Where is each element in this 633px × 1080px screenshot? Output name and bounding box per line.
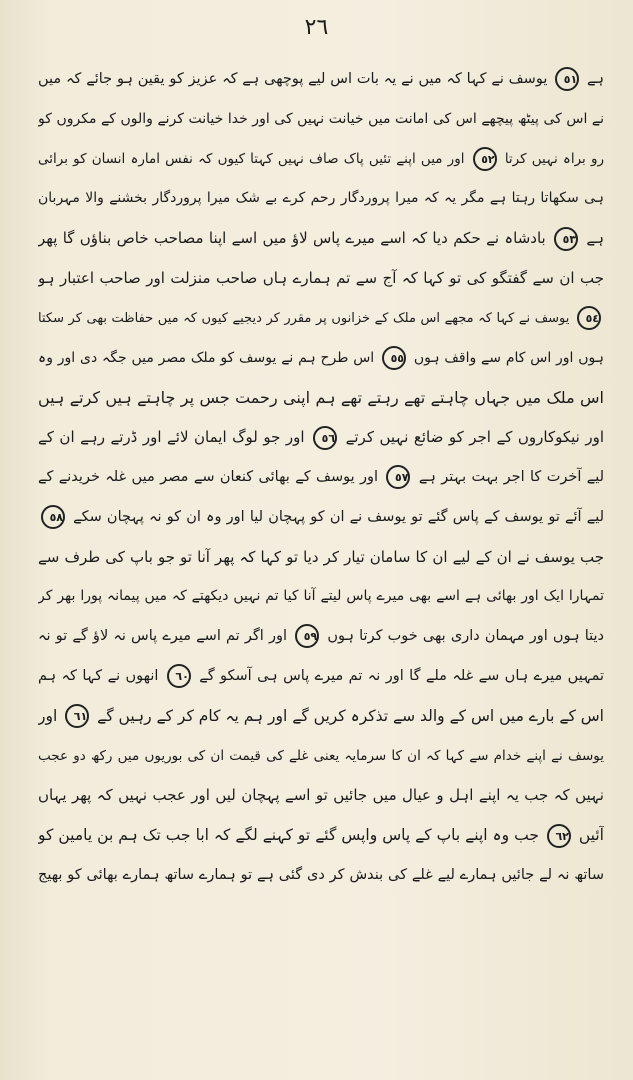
text-segment: ساتھ نہ لے جائیں ہمارے لیے غلے کی بندش کر دی گئی ہے تو ہمارے ساتھ ہمارے بھائی کو بھیج (38, 866, 604, 883)
text-segment: اس ملک میں جہاں چاہتے تھے رہتے تھے ہم اپنی رحمت جس پر چاہتے ہیں کرتے ہیں (38, 388, 604, 408)
text-segment: آئیں (578, 826, 604, 845)
text-line (38, 339, 604, 379)
text-segment: جب وہ اپنے باپ کے پاس واپس گئے تو کہنے لگے کہ ابا جب تک ہم بن یامین کو (38, 826, 539, 845)
text-line (38, 816, 604, 856)
text-segment: اور جو لوگ ایمان لائے اور ڈرتے رہے ان کے (38, 428, 305, 447)
text-segment: اس طرح ہم نے یوسف کو ملک مصر میں جگہ دی اور وہ (38, 349, 375, 366)
text-line (38, 418, 604, 458)
text-segment: ہے (586, 229, 604, 248)
text-line (38, 100, 604, 140)
text-segment: جب یوسف نے ان کے لیے ان کا سامان تیار کر دیا تو کہا کہ پھر آنا تو جو باپ کی طرف سے (38, 547, 604, 566)
page-body-text (38, 60, 604, 896)
page-number: ٢٦ (304, 15, 329, 40)
text-line (38, 538, 604, 578)
verse-number-marker: ٦٢ (547, 824, 571, 848)
text-segment: جب ان سے گفتگو کی تو کہا کہ آج سے تم ہمارے ہاں صاحب منزلت اور صاحب اعتبار ہو (38, 268, 604, 287)
text-line (38, 657, 604, 697)
text-line (38, 60, 604, 100)
text-line (38, 697, 604, 737)
text-line (38, 577, 604, 617)
verse-number-marker: ٥٩ (295, 624, 319, 648)
text-segment: یوسف نے اپنے خدام سے کہا کہ ان کا سرمایہ یعنی غلے کی قیمت ان کی بوریوں میں رکھ دو عجب (38, 747, 604, 764)
text-segment: ہی سکھاتا رہتا ہے مگر یہ کہ میرا پروردگار رحم کرے بے شک میرا پروردگار بخشنے والا مہربان (38, 190, 604, 207)
text-segment: تمہارا ایک اور بھائی ہے اسے بھی میرے پاس لیتے آنا کیا تم نہیں دیکھتے کہ میں پیمانہ پورا بھر کر (38, 588, 604, 605)
verse-number-marker: ٥٦ (313, 426, 337, 450)
text-segment: یوسف نے کہا کہ مجھے اس ملک کے خزانوں پر مقرر کر دیجیے کیوں کہ میں حفاظت بھی کر سکتا (38, 310, 570, 326)
text-line (38, 299, 604, 339)
text-segment: اس کے بارے میں اس کے والد سے تذکرہ کریں گے اور ہم یہ کام کر کے رہیں گے (97, 706, 604, 725)
text-line (38, 617, 604, 657)
verse-number-marker: ٥٥ (382, 346, 406, 370)
verse-number-marker: ٥١ (555, 67, 579, 91)
text-segment: اور یوسف کے بھائی کنعان سے مصر میں غلہ خریدنے کے (38, 468, 379, 485)
verse-number-marker: ٥٧ (386, 465, 410, 489)
text-line (38, 378, 604, 418)
text-segment: اور میں اپنے تئیں پاک صاف نہیں کہتا کیوں کہ نفس امارہ انسان کو برائی (38, 150, 465, 167)
verse-number-marker: ٦٠ (167, 664, 191, 688)
text-segment: دیتا ہوں اور مہمان داری بھی خوب کرتا ہوں (327, 628, 604, 645)
text-segment: بادشاہ نے حکم دیا کہ اسے میرے پاس لاؤ میں اسے اپنا مصاحب خاص بناؤں گا پھر (38, 229, 546, 248)
text-segment: اور اگر تم اسے میرے پاس نہ لاؤ گے تو نہ (38, 628, 287, 645)
text-segment: ہوں اور اس کام سے واقف ہوں (413, 349, 604, 366)
text-segment: نہیں کہ جب یہ اپنے اہل و عیال میں جائیں تو اسے پہچان لیں اور عجب نہیں کہ پھر یہاں (38, 786, 604, 805)
verse-number-marker: ٥٣ (554, 227, 578, 251)
verse-number-marker: ٥٨ (41, 505, 65, 529)
text-segment: رو براہ نہیں کرتا (504, 150, 604, 167)
verse-number-marker: ٥٢ (473, 147, 497, 171)
text-segment: نے اس کی پیٹھ پیچھے اس کی امانت میں خیانت نہیں کی اور خدا خیانت کرنے والوں کے مکروں کو (38, 110, 604, 127)
text-line (38, 179, 604, 219)
text-segment: تمہیں میرے ہاں سے غلہ ملے گا اور نہ تم میرے پاس ہی آسکو گے (199, 667, 604, 684)
text-segment: یوسف نے کہا کہ میں نے یہ بات اس لیے پوچھی ہے کہ عزیز کو یقین ہو جائے کہ میں (38, 71, 548, 87)
text-line (38, 856, 604, 896)
text-segment: لیے آئے تو یوسف کے پاس گئے تو یوسف نے ان کو پہچان لیا اور وہ ان کو نہ پہچان سکے (73, 508, 604, 525)
text-line (38, 259, 604, 299)
text-segment: ہے (587, 71, 604, 87)
text-line (38, 458, 604, 498)
text-line (38, 776, 604, 816)
verse-number-marker: ٥٤ (577, 306, 601, 330)
text-segment: اور نیکوکاروں کے اجر کو ضائع نہیں کرتے (345, 428, 604, 447)
text-line (38, 498, 604, 538)
text-segment: انھوں نے کہا کہ ہم (38, 667, 159, 684)
text-segment: لیے آخرت کا اجر بہت بہتر ہے (418, 468, 604, 485)
verse-number-marker: ٦١ (65, 704, 89, 728)
text-segment: اور (38, 706, 58, 725)
text-line (38, 219, 604, 259)
text-line (38, 737, 604, 777)
text-line (38, 140, 604, 180)
